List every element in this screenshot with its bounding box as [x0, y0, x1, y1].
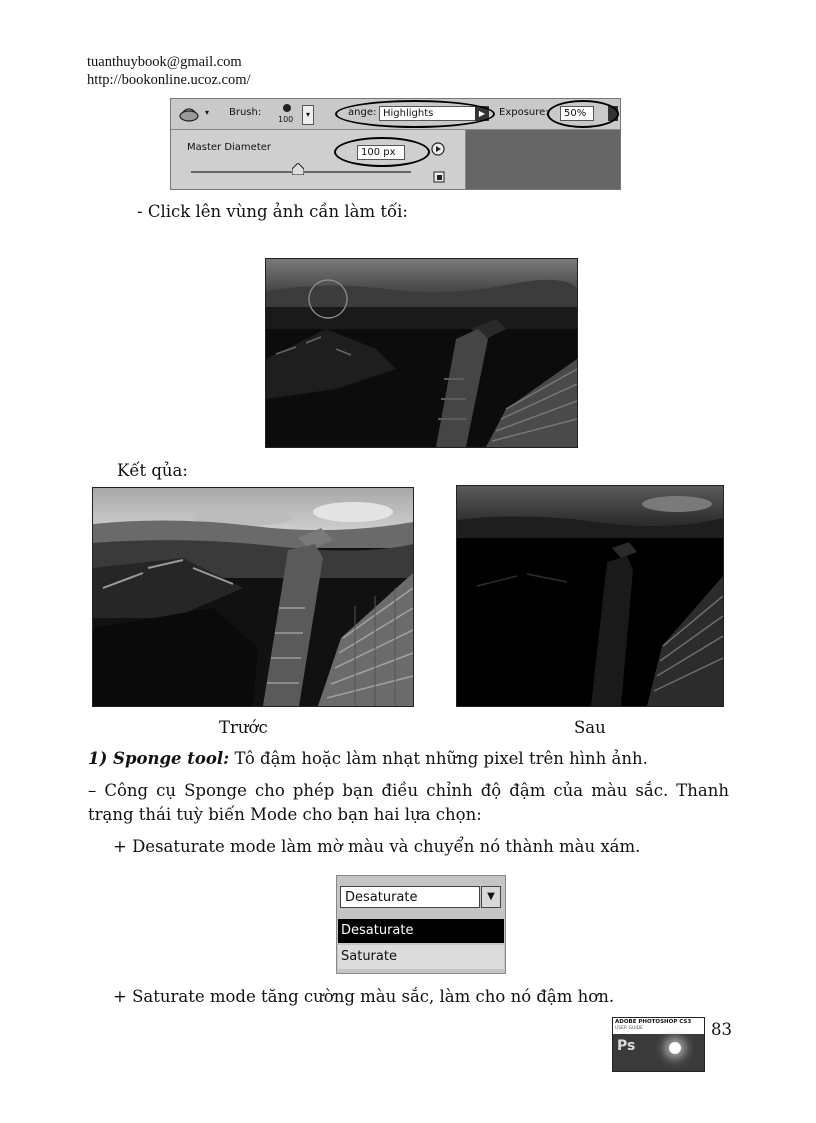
- range-highlight-oval: [335, 100, 495, 128]
- header-email: tuanthuybook@gmail.com: [87, 54, 242, 70]
- master-diameter-input[interactable]: 100 px: [357, 145, 405, 160]
- bullet-desaturate: + Desaturate mode làm mờ màu và chuyển nó thành màu xám.: [113, 837, 641, 856]
- exposure-label: Exposure:: [499, 107, 549, 118]
- great-wall-photo-editing: [265, 258, 578, 448]
- logo-line1: ADOBE PHOTOSHOP CS3: [615, 1019, 692, 1025]
- burn-tool-icon: [177, 105, 203, 123]
- brush-panel: [171, 130, 466, 189]
- photoshop-cs3-logo: [612, 1017, 705, 1072]
- create-preset-icon[interactable]: [433, 171, 445, 183]
- mode-dropdown-screenshot: [336, 875, 506, 974]
- brush-size: 100: [278, 115, 294, 124]
- logo-flare: [669, 1042, 681, 1054]
- range-select[interactable]: Highlights: [379, 106, 487, 121]
- result-label: Kết qủa:: [117, 461, 188, 480]
- brush-tip-icon: [281, 102, 293, 114]
- diameter-slider-thumb[interactable]: [292, 163, 304, 175]
- option-desaturate[interactable]: Desaturate: [338, 919, 504, 943]
- before-photo: [92, 487, 414, 707]
- sponge-heading-line: [88, 747, 728, 771]
- options-bar-row: [171, 99, 620, 130]
- option-saturate[interactable]: Saturate: [338, 945, 504, 969]
- mode-select[interactable]: Desaturate: [340, 886, 480, 908]
- options-bar-screenshot: [170, 98, 621, 190]
- sponge-heading-text: Tô đậm hoặc làm nhạt những pixel trên hình ảnh.: [229, 749, 648, 768]
- brush-label: Brush:: [229, 107, 262, 118]
- logo-mark: Ps: [617, 1038, 636, 1054]
- exposure-input[interactable]: 50%: [560, 106, 594, 121]
- header-url: http://bookonline.ucoz.com/: [87, 72, 251, 88]
- caption-after: Sau: [574, 718, 606, 737]
- sponge-heading: 1) Sponge tool:: [88, 749, 230, 768]
- caption-before: Trước: [219, 718, 268, 737]
- bullet-saturate: + Saturate mode tăng cường màu sắc, làm cho nó đậm hơn.: [113, 987, 615, 1006]
- tool-preset-chevron-icon: ▾: [205, 108, 210, 117]
- exposure-highlight-oval: [547, 100, 619, 128]
- panel-menu-icon[interactable]: [431, 142, 445, 156]
- step-click-text: - Click lên vùng ảnh cần làm tối:: [137, 202, 408, 221]
- canvas-area: [466, 130, 620, 189]
- range-label: ange:: [348, 107, 377, 118]
- range-chevron-icon[interactable]: ▶: [475, 106, 489, 121]
- logo-line2: USER GUIDE: [615, 1026, 643, 1031]
- brush-picker-button[interactable]: ▾: [302, 105, 314, 125]
- dropdown-arrow-icon[interactable]: ▼: [481, 886, 501, 908]
- page-number: 83: [711, 1020, 732, 1039]
- sponge-paragraph: – Công cụ Sponge cho phép bạn điều chỉnh độ đậm của màu sắc. Thanh trạng thái tuỳ biến Mode cho bạn hai lựa chọn:: [88, 781, 729, 824]
- after-photo: [456, 485, 724, 707]
- master-diameter-label: Master Diameter: [187, 142, 272, 153]
- diameter-highlight-oval: [334, 137, 430, 167]
